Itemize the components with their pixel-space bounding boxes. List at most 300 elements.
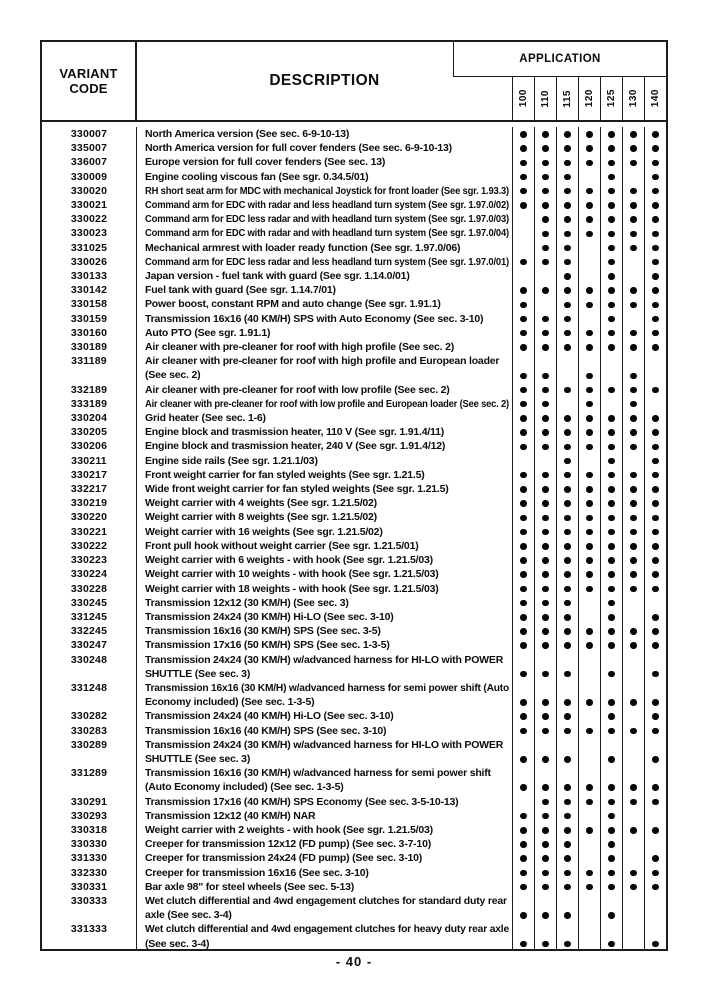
application-dots-cell: [512, 596, 666, 610]
variant-code-cell: 330007: [42, 127, 137, 141]
application-cell-140: [644, 255, 666, 269]
application-cell-100: [512, 141, 534, 155]
applicability-dot: [520, 571, 527, 578]
application-cell-110: [534, 525, 556, 539]
applicability-dot: [608, 827, 615, 834]
variant-code-cell: 331330: [42, 851, 137, 865]
description-line: (See sec. 3-4): [145, 937, 210, 949]
applicability-dot: [608, 571, 615, 578]
table-row: [42, 738, 666, 766]
applicability-dot: [630, 884, 637, 891]
application-cell-125: [600, 837, 622, 851]
application-cell-100: [512, 468, 534, 482]
application-cell-100: [512, 354, 534, 382]
application-cell-100: [512, 241, 534, 255]
applicability-dot: [630, 245, 637, 252]
description-line: Command arm for EDC with radar and with headland turn system (See sgr. 1.97.0/04): [145, 227, 509, 240]
application-cell-125: [600, 283, 622, 297]
variant-code-cell: 331333: [42, 922, 137, 949]
applicability-dot: [520, 529, 527, 536]
application-cell-120: [578, 397, 600, 411]
applicability-dot: [542, 671, 549, 678]
applicability-dot: [564, 231, 571, 238]
applicability-dot: [564, 671, 571, 678]
variant-code-cell: 330289: [42, 738, 137, 766]
applicability-dot: [520, 515, 527, 522]
variant-code-cell: 336007: [42, 155, 137, 169]
applicability-dot: [520, 912, 527, 919]
applicability-dot: [564, 216, 571, 223]
application-cell-125: [600, 496, 622, 510]
application-dots-cell: [512, 610, 666, 624]
description-line: Japan version - fuel tank with guard (See sgr. 1.14.0/01): [145, 270, 410, 283]
application-cell-115: [556, 141, 578, 155]
applicability-dot: [542, 884, 549, 891]
application-cell-130: [622, 198, 644, 212]
description-line: (Auto Economy included) (See sec. 1-3-5): [145, 781, 344, 794]
description-line: Transmission 24x24 (30 KM/H) w/advanced harness for HI-LO with POWER: [145, 738, 504, 751]
applicability-dot: [608, 799, 615, 806]
applicability-dot: [564, 813, 571, 820]
description-line: Europe version for full cover fenders (See sec. 13): [145, 156, 386, 169]
variant-code-cell: 331289: [42, 766, 137, 794]
application-cell-115: [556, 596, 578, 610]
application-dots-cell: [512, 866, 666, 880]
table-row: [42, 681, 666, 709]
applicability-dot: [564, 912, 571, 919]
table-row: [42, 496, 666, 510]
application-cell-120: [578, 326, 600, 340]
description-line: Transmission 12x12 (40 KM/H) NAR: [145, 809, 316, 822]
application-cell-125: [600, 297, 622, 311]
applicability-dot: [520, 884, 527, 891]
description-line: SHUTTLE (See sec. 3): [145, 752, 251, 765]
application-cell-115: [556, 468, 578, 482]
application-cell-100: [512, 425, 534, 439]
description-cell: [137, 212, 512, 226]
application-cell-130: [622, 354, 644, 382]
applicability-dot: [630, 302, 637, 309]
description-cell: [137, 383, 512, 397]
table-row: [42, 127, 666, 141]
applicability-dot: [652, 941, 659, 948]
applicability-dot: [520, 131, 527, 138]
applicability-dot: [652, 699, 659, 706]
variant-code-cell: 330293: [42, 809, 137, 823]
application-cell-140: [644, 127, 666, 141]
application-cell-120: [578, 553, 600, 567]
applicability-dot: [542, 870, 549, 877]
application-cell-130: [622, 397, 644, 411]
application-cell-125: [600, 567, 622, 581]
description-cell: [137, 354, 512, 382]
applicability-dot: [542, 642, 549, 649]
applicability-dot: [652, 571, 659, 578]
table-row: [42, 638, 666, 652]
applicability-dot: [564, 500, 571, 507]
application-cell-120: [578, 454, 600, 468]
description-line: (See sec. 2): [145, 369, 201, 382]
description-cell: [137, 866, 512, 880]
applicability-dot: [608, 699, 615, 706]
table-row: [42, 553, 666, 567]
application-dots-cell: [512, 496, 666, 510]
applicability-dot: [630, 799, 637, 806]
application-cell-120: [578, 155, 600, 169]
application-column-header-115: [556, 77, 578, 120]
application-cell-125: [600, 454, 622, 468]
applicability-dot: [608, 614, 615, 621]
application-cell-140: [644, 155, 666, 169]
applicability-dot: [520, 855, 527, 862]
application-cell-125: [600, 724, 622, 738]
applicability-dot: [520, 316, 527, 323]
table-row: [42, 439, 666, 453]
table-row: [42, 837, 666, 851]
application-cell-125: [600, 553, 622, 567]
applicability-dot: [520, 728, 527, 735]
application-cell-115: [556, 411, 578, 425]
application-cell-110: [534, 582, 556, 596]
applicability-dot: [542, 586, 549, 593]
application-cell-140: [644, 170, 666, 184]
table-row: [42, 198, 666, 212]
application-cell-125: [600, 766, 622, 794]
applicability-dot: [564, 302, 571, 309]
application-cell-110: [534, 184, 556, 198]
application-cell-140: [644, 283, 666, 297]
application-dots-cell: [512, 312, 666, 326]
applicability-dot: [564, 855, 571, 862]
applicability-dot: [542, 515, 549, 522]
application-dots-cell: [512, 326, 666, 340]
description-cell: [137, 610, 512, 624]
applicability-dot: [520, 586, 527, 593]
applicability-dot: [542, 827, 549, 834]
applicability-dot: [586, 202, 593, 209]
applicability-dot: [608, 642, 615, 649]
description-cell: [137, 482, 512, 496]
application-cell-115: [556, 582, 578, 596]
applicability-dot: [520, 699, 527, 706]
applicability-dot: [652, 671, 659, 678]
description-header-label: DESCRIPTION: [269, 72, 380, 89]
application-cell-100: [512, 567, 534, 581]
applicability-dot: [564, 699, 571, 706]
variant-code-cell: 330223: [42, 553, 137, 567]
application-cell-115: [556, 653, 578, 681]
application-cell-130: [622, 226, 644, 240]
application-cell-125: [600, 326, 622, 340]
application-cell-100: [512, 795, 534, 809]
applicability-dot: [630, 444, 637, 451]
application-cell-140: [644, 610, 666, 624]
application-column-label: 120: [584, 89, 595, 108]
application-dots-cell: [512, 184, 666, 198]
application-cell-130: [622, 439, 644, 453]
applicability-dot: [564, 557, 571, 564]
applicability-dot: [608, 344, 615, 351]
application-cell-130: [622, 212, 644, 226]
applicability-dot: [652, 387, 659, 394]
application-cell-110: [534, 837, 556, 851]
application-cell-110: [534, 198, 556, 212]
application-cell-130: [622, 326, 644, 340]
applicability-dot: [520, 813, 527, 820]
table-row: [42, 709, 666, 723]
applicability-dot: [652, 302, 659, 309]
applicability-dot: [542, 571, 549, 578]
applicability-dot: [608, 216, 615, 223]
application-cell-115: [556, 241, 578, 255]
application-cell-140: [644, 681, 666, 709]
application-cell-115: [556, 155, 578, 169]
table-row: [42, 610, 666, 624]
applicability-dot: [608, 202, 615, 209]
application-cell-100: [512, 383, 534, 397]
applicability-dot: [520, 429, 527, 436]
application-dots-cell: [512, 922, 666, 949]
variant-code-cell: 330248: [42, 653, 137, 681]
applicability-dot: [520, 344, 527, 351]
application-cell-130: [622, 880, 644, 894]
application-cell-120: [578, 510, 600, 524]
application-cell-100: [512, 170, 534, 184]
application-cell-115: [556, 766, 578, 794]
description-line: Weight carrier with 16 weights (See sgr. 1.21.5/02): [145, 525, 383, 538]
applicability-dot: [564, 529, 571, 536]
applicability-dot: [520, 287, 527, 294]
application-cell-120: [578, 795, 600, 809]
application-cell-140: [644, 582, 666, 596]
description-line: Transmission 16x16 (30 KM/H) w/advanced harness for semi power shift (Auto: [145, 681, 509, 694]
applicability-dot: [564, 884, 571, 891]
applicability-dot: [520, 302, 527, 309]
application-cell-140: [644, 482, 666, 496]
applicability-dot: [542, 188, 549, 195]
table-body: [42, 122, 666, 949]
application-column-header-100: [512, 77, 534, 120]
applicability-dot: [630, 827, 637, 834]
applicability-dot: [520, 259, 527, 266]
application-cell-120: [578, 255, 600, 269]
application-cell-100: [512, 709, 534, 723]
application-cell-110: [534, 312, 556, 326]
applicability-dot: [630, 557, 637, 564]
application-cell-140: [644, 312, 666, 326]
application-cell-100: [512, 880, 534, 894]
application-cell-110: [534, 411, 556, 425]
application-cell-140: [644, 439, 666, 453]
applicability-dot: [542, 614, 549, 621]
applicability-dot: [652, 231, 659, 238]
application-cell-110: [534, 681, 556, 709]
application-column-label: 115: [562, 89, 573, 108]
variant-code-cell: 331245: [42, 610, 137, 624]
applicability-dot: [652, 131, 659, 138]
application-cell-130: [622, 582, 644, 596]
applicability-dot: [608, 174, 615, 181]
table-row: [42, 269, 666, 283]
application-cell-115: [556, 397, 578, 411]
applicability-dot: [652, 628, 659, 635]
applicability-dot: [652, 344, 659, 351]
description-cell: [137, 283, 512, 297]
applicability-dot: [542, 216, 549, 223]
applicability-dot: [520, 671, 527, 678]
applicability-dot: [608, 245, 615, 252]
applicability-dot: [586, 401, 593, 408]
applicability-dot: [586, 699, 593, 706]
description-line: Mechanical armrest with loader ready function (See sgr. 1.97.0/06): [145, 241, 461, 254]
variant-code-cell: 330224: [42, 567, 137, 581]
description-line: SHUTTLE (See sec. 3): [145, 667, 251, 680]
table-row: [42, 653, 666, 681]
variant-code-cell: 330142: [42, 283, 137, 297]
application-cell-125: [600, 709, 622, 723]
table-row: [42, 823, 666, 837]
application-cell-120: [578, 127, 600, 141]
application-cell-120: [578, 809, 600, 823]
description-line: Transmission 17x16 (40 KM/H) SPS Economy (See sec. 3-5-10-13): [145, 795, 459, 808]
applicability-dot: [608, 160, 615, 167]
application-cell-140: [644, 241, 666, 255]
application-cell-130: [622, 724, 644, 738]
application-column-label: 100: [518, 89, 529, 108]
application-cell-125: [600, 624, 622, 638]
application-dots-cell: [512, 198, 666, 212]
application-cell-110: [534, 596, 556, 610]
application-cell-100: [512, 894, 534, 922]
application-cell-130: [622, 454, 644, 468]
application-cell-100: [512, 837, 534, 851]
variant-code-cell: 330158: [42, 297, 137, 311]
application-cell-125: [600, 198, 622, 212]
application-cell-140: [644, 766, 666, 794]
applicability-dot: [564, 188, 571, 195]
applicability-dot: [630, 145, 637, 152]
applicability-dot: [652, 799, 659, 806]
applicability-dot: [542, 131, 549, 138]
table-row: [42, 809, 666, 823]
applicability-dot: [520, 614, 527, 621]
applicability-dot: [630, 415, 637, 422]
application-cell-100: [512, 340, 534, 354]
applicability-dot: [564, 174, 571, 181]
description-line: North America version (See sec. 6-9-10-13): [145, 128, 350, 140]
applicability-dot: [586, 799, 593, 806]
application-dots-cell: [512, 340, 666, 354]
application-cell-100: [512, 582, 534, 596]
applicability-dot: [586, 444, 593, 451]
application-cell-110: [534, 155, 556, 169]
application-cell-120: [578, 482, 600, 496]
description-line: Transmission 17x16 (50 KM/H) SPS (See sec. 1-3-5): [145, 639, 390, 652]
applicability-dot: [586, 571, 593, 578]
application-cell-120: [578, 596, 600, 610]
application-cell-100: [512, 553, 534, 567]
applicability-dot: [652, 145, 659, 152]
applicability-dot: [520, 330, 527, 337]
description-line: North America version for full cover fenders (See sec. 6-9-10-13): [145, 142, 452, 155]
applicability-dot: [564, 458, 571, 465]
application-cell-115: [556, 866, 578, 880]
application-cell-140: [644, 709, 666, 723]
application-cell-125: [600, 212, 622, 226]
application-dots-cell: [512, 212, 666, 226]
applicability-dot: [630, 387, 637, 394]
table-row: [42, 255, 666, 269]
applicability-dot: [630, 131, 637, 138]
application-cell-100: [512, 809, 534, 823]
variant-code-cell: 330160: [42, 326, 137, 340]
application-dots-cell: [512, 567, 666, 581]
variant-code-cell: 330021: [42, 198, 137, 212]
description-cell: [137, 297, 512, 311]
application-cell-125: [600, 155, 622, 169]
table-row: [42, 326, 666, 340]
application-dots-cell: [512, 894, 666, 922]
application-cell-125: [600, 922, 622, 949]
applicability-dot: [542, 245, 549, 252]
applicability-dot: [652, 515, 659, 522]
variant-code-cell: 331248: [42, 681, 137, 709]
application-cell-140: [644, 425, 666, 439]
application-cell-110: [534, 866, 556, 880]
applicability-dot: [652, 642, 659, 649]
applicability-dot: [652, 827, 659, 834]
applicability-dot: [586, 231, 593, 238]
variant-code-cell: 333189: [42, 397, 137, 411]
application-cell-140: [644, 326, 666, 340]
application-cell-115: [556, 439, 578, 453]
application-cell-110: [534, 795, 556, 809]
variant-code-cell: 332189: [42, 383, 137, 397]
application-cell-120: [578, 212, 600, 226]
variant-code-cell: 330133: [42, 269, 137, 283]
application-cell-140: [644, 297, 666, 311]
applicability-dot: [630, 429, 637, 436]
applicability-dot: [542, 401, 549, 408]
table-row: [42, 468, 666, 482]
applicability-dot: [586, 216, 593, 223]
application-cell-115: [556, 851, 578, 865]
applicability-dot: [608, 855, 615, 862]
application-dots-cell: [512, 297, 666, 311]
application-cell-115: [556, 795, 578, 809]
applicability-dot: [586, 642, 593, 649]
applicability-dot: [542, 231, 549, 238]
application-cell-110: [534, 397, 556, 411]
applicability-dot: [608, 444, 615, 451]
application-dots-cell: [512, 525, 666, 539]
applicability-dot: [630, 330, 637, 337]
application-cell-130: [622, 553, 644, 567]
application-dots-cell: [512, 553, 666, 567]
table-row: [42, 170, 666, 184]
applicability-dot: [652, 529, 659, 536]
application-dots-cell: [512, 582, 666, 596]
applicability-dot: [520, 472, 527, 479]
application-dots-cell: [512, 837, 666, 851]
application-cell-125: [600, 411, 622, 425]
application-cell-130: [622, 170, 644, 184]
description-cell: [137, 454, 512, 468]
application-cell-110: [534, 653, 556, 681]
application-dots-cell: [512, 383, 666, 397]
application-cell-120: [578, 411, 600, 425]
application-cell-120: [578, 425, 600, 439]
